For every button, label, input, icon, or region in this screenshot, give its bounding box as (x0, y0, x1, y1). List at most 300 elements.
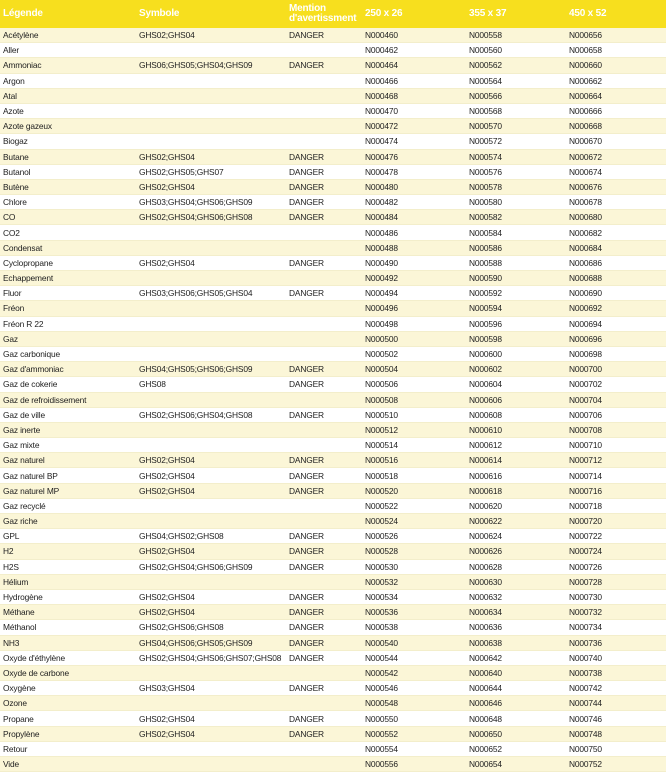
mention-cell (286, 134, 362, 149)
legende-cell: Azote gazeux (0, 119, 136, 134)
symbole-cell (136, 498, 286, 513)
ref-250-cell: N000544 (362, 650, 466, 665)
ref-250-cell: N000476 (362, 149, 466, 164)
ref-450-cell: N000742 (566, 681, 666, 696)
symbole-cell: GHS02;GHS06;GHS04;GHS08 (136, 407, 286, 422)
ref-355-cell: N000578 (466, 179, 566, 194)
mention-cell: DANGER (286, 681, 362, 696)
symbole-cell: GHS02;GHS04 (136, 726, 286, 741)
ref-355-cell: N000560 (466, 43, 566, 58)
table-row (0, 514, 666, 529)
ref-450-cell: N000752 (566, 757, 666, 772)
symbole-cell: GHS02;GHS04;GHS06;GHS07;GHS08 (136, 650, 286, 665)
ref-355-cell: N000650 (466, 726, 566, 741)
ref-450-cell: N000682 (566, 225, 666, 240)
legende-cell: Vide (0, 757, 136, 772)
symbole-cell: GHS02;GHS04 (136, 179, 286, 194)
ref-355-cell: N000574 (466, 149, 566, 164)
table-row (0, 316, 666, 331)
table-row (0, 58, 666, 73)
table-row (0, 73, 666, 88)
mention-cell (286, 301, 362, 316)
mention-cell (286, 696, 362, 711)
legende-cell: Gaz de cokerie (0, 377, 136, 392)
symbole-cell (136, 422, 286, 437)
table-row (0, 468, 666, 483)
legende-cell: Ozone (0, 696, 136, 711)
mention-cell (286, 103, 362, 118)
ref-450-cell: N000714 (566, 468, 666, 483)
mention-cell: DANGER (286, 711, 362, 726)
legende-cell: GPL (0, 529, 136, 544)
ref-250-cell: N000528 (362, 544, 466, 559)
legende-cell: Atal (0, 88, 136, 103)
symbole-cell (136, 757, 286, 772)
mention-cell (286, 225, 362, 240)
ref-450-cell: N000678 (566, 195, 666, 210)
legende-cell: Ammoniac (0, 58, 136, 73)
ref-450-cell: N000726 (566, 559, 666, 574)
mention-cell: DANGER (286, 407, 362, 422)
table-row (0, 635, 666, 650)
symbole-cell: GHS02;GHS04 (136, 28, 286, 43)
legende-cell: Biogaz (0, 134, 136, 149)
mention-cell (286, 665, 362, 680)
ref-250-cell: N000482 (362, 195, 466, 210)
ref-450-cell: N000674 (566, 164, 666, 179)
ref-250-cell: N000554 (362, 741, 466, 756)
ref-355-cell: N000646 (466, 696, 566, 711)
legende-cell: Argon (0, 73, 136, 88)
mention-cell: DANGER (286, 589, 362, 604)
ref-250-cell: N000556 (362, 757, 466, 772)
mention-cell: DANGER (286, 635, 362, 650)
symbole-cell: GHS02;GHS04 (136, 468, 286, 483)
symbole-cell (136, 514, 286, 529)
symbole-cell: GHS08 (136, 377, 286, 392)
ref-450-cell: N000658 (566, 43, 666, 58)
mention-cell: DANGER (286, 149, 362, 164)
ref-450-cell: N000736 (566, 635, 666, 650)
table-row (0, 362, 666, 377)
table-row (0, 589, 666, 604)
ref-450-cell: N000656 (566, 28, 666, 43)
mention-cell (286, 43, 362, 58)
symbole-cell (136, 665, 286, 680)
ref-450-cell: N000732 (566, 605, 666, 620)
mention-cell (286, 88, 362, 103)
legende-cell: Fluor (0, 286, 136, 301)
legende-cell: Hydrogène (0, 589, 136, 604)
legende-cell: Oxyde de carbone (0, 665, 136, 680)
symbole-cell (136, 88, 286, 103)
legende-cell: Cyclopropane (0, 255, 136, 270)
table-row (0, 438, 666, 453)
legende-cell: Fréon (0, 301, 136, 316)
ref-250-cell: N000510 (362, 407, 466, 422)
symbole-cell: GHS04;GHS06;GHS05;GHS09 (136, 635, 286, 650)
ref-250-cell: N000550 (362, 711, 466, 726)
mention-cell (286, 240, 362, 255)
ref-250-cell: N000470 (362, 103, 466, 118)
ref-450-cell: N000746 (566, 711, 666, 726)
symbole-cell: GHS02;GHS06;GHS08 (136, 620, 286, 635)
table-row (0, 331, 666, 346)
legende-cell: Propane (0, 711, 136, 726)
table-row (0, 286, 666, 301)
symbole-cell: GHS02;GHS04 (136, 483, 286, 498)
ref-355-cell: N000630 (466, 574, 566, 589)
legende-cell: Gaz riche (0, 514, 136, 529)
ref-355-cell: N000584 (466, 225, 566, 240)
ref-450-cell: N000704 (566, 392, 666, 407)
table-row (0, 225, 666, 240)
ref-355-cell: N000616 (466, 468, 566, 483)
symbole-cell (136, 438, 286, 453)
legende-cell: Gaz de ville (0, 407, 136, 422)
legende-cell: Gaz naturel (0, 453, 136, 468)
symbole-cell (136, 696, 286, 711)
legende-cell: Chlore (0, 195, 136, 210)
legende-cell: Echappement (0, 271, 136, 286)
ref-250-cell: N000516 (362, 453, 466, 468)
ref-250-cell: N000478 (362, 164, 466, 179)
mention-cell: DANGER (286, 362, 362, 377)
ref-450-cell: N000660 (566, 58, 666, 73)
symbole-cell (136, 225, 286, 240)
ref-450-cell: N000684 (566, 240, 666, 255)
table-row (0, 301, 666, 316)
ref-355-cell: N000590 (466, 271, 566, 286)
ref-450-cell: N000716 (566, 483, 666, 498)
table-row (0, 498, 666, 513)
symbole-cell (136, 331, 286, 346)
table-row (0, 544, 666, 559)
table-row (0, 103, 666, 118)
ref-450-cell: N000750 (566, 741, 666, 756)
legende-cell: Gaz inerte (0, 422, 136, 437)
ref-355-cell: N000654 (466, 757, 566, 772)
mention-cell (286, 316, 362, 331)
ref-450-cell: N000686 (566, 255, 666, 270)
ref-250-cell: N000506 (362, 377, 466, 392)
ref-355-cell: N000586 (466, 240, 566, 255)
table-row (0, 195, 666, 210)
header-row (0, 0, 666, 28)
mention-cell (286, 271, 362, 286)
legende-cell: H2S (0, 559, 136, 574)
legende-cell: Gaz (0, 331, 136, 346)
ref-250-cell: N000502 (362, 346, 466, 361)
mention-cell: DANGER (286, 605, 362, 620)
ref-355-cell: N000564 (466, 73, 566, 88)
ref-250-cell: N000464 (362, 58, 466, 73)
ref-450-cell: N000722 (566, 529, 666, 544)
ref-355-cell: N000596 (466, 316, 566, 331)
ref-355-cell: N000618 (466, 483, 566, 498)
mention-cell: DANGER (286, 453, 362, 468)
ref-355-cell: N000610 (466, 422, 566, 437)
ref-250-cell: N000524 (362, 514, 466, 529)
legende-cell: Méthanol (0, 620, 136, 635)
table-row (0, 650, 666, 665)
ref-250-cell: N000474 (362, 134, 466, 149)
mention-cell: DANGER (286, 620, 362, 635)
ref-450-cell: N000664 (566, 88, 666, 103)
table-row (0, 757, 666, 772)
mention-cell: DANGER (286, 28, 362, 43)
legende-cell: CO2 (0, 225, 136, 240)
table-row (0, 210, 666, 225)
ref-450-cell: N000724 (566, 544, 666, 559)
legende-cell: Gaz naturel MP (0, 483, 136, 498)
symbole-cell: GHS02;GHS05;GHS07 (136, 164, 286, 179)
table-row (0, 43, 666, 58)
ref-250-cell: N000462 (362, 43, 466, 58)
table-row (0, 711, 666, 726)
legende-cell: Butène (0, 179, 136, 194)
table-row (0, 240, 666, 255)
ref-450-cell: N000696 (566, 331, 666, 346)
table-row (0, 164, 666, 179)
ref-450-cell: N000748 (566, 726, 666, 741)
ref-250-cell: N000508 (362, 392, 466, 407)
mention-cell: DANGER (286, 483, 362, 498)
legende-cell: Acétylène (0, 28, 136, 43)
symbole-cell: GHS03;GHS06;GHS05;GHS04 (136, 286, 286, 301)
table-row (0, 149, 666, 164)
table-row (0, 392, 666, 407)
ref-355-cell: N000620 (466, 498, 566, 513)
mention-cell (286, 346, 362, 361)
ref-250-cell: N000494 (362, 286, 466, 301)
legende-cell: Oxygène (0, 681, 136, 696)
table-row (0, 179, 666, 194)
ref-355-cell: N000634 (466, 605, 566, 620)
ref-355-cell: N000598 (466, 331, 566, 346)
ref-355-cell: N000558 (466, 28, 566, 43)
mention-cell (286, 438, 362, 453)
symbole-cell (136, 43, 286, 58)
header-size-450: 450 x 52 (566, 0, 666, 28)
mention-cell: DANGER (286, 544, 362, 559)
symbole-cell: GHS04;GHS05;GHS06;GHS09 (136, 362, 286, 377)
table-row (0, 620, 666, 635)
mention-cell: DANGER (286, 559, 362, 574)
symbole-cell (136, 316, 286, 331)
ref-250-cell: N000496 (362, 301, 466, 316)
symbole-cell: GHS04;GHS02;GHS08 (136, 529, 286, 544)
mention-cell: DANGER (286, 195, 362, 210)
mention-cell: DANGER (286, 377, 362, 392)
ref-355-cell: N000628 (466, 559, 566, 574)
ref-250-cell: N000518 (362, 468, 466, 483)
mention-cell: DANGER (286, 529, 362, 544)
ref-450-cell: N000738 (566, 665, 666, 680)
table-row (0, 559, 666, 574)
symbole-cell: GHS02;GHS04 (136, 711, 286, 726)
legende-cell: NH3 (0, 635, 136, 650)
ref-250-cell: N000552 (362, 726, 466, 741)
ref-355-cell: N000600 (466, 346, 566, 361)
ref-250-cell: N000520 (362, 483, 466, 498)
ref-355-cell: N000582 (466, 210, 566, 225)
table-row (0, 483, 666, 498)
ref-355-cell: N000640 (466, 665, 566, 680)
mention-cell (286, 119, 362, 134)
ref-355-cell: N000588 (466, 255, 566, 270)
mention-cell: DANGER (286, 255, 362, 270)
ref-355-cell: N000632 (466, 589, 566, 604)
ref-450-cell: N000668 (566, 119, 666, 134)
mention-cell: DANGER (286, 286, 362, 301)
symbole-cell: GHS02;GHS04 (136, 589, 286, 604)
mention-cell: DANGER (286, 726, 362, 741)
ref-450-cell: N000702 (566, 377, 666, 392)
header-size-355: 355 x 37 (466, 0, 566, 28)
ref-450-cell: N000666 (566, 103, 666, 118)
ref-250-cell: N000548 (362, 696, 466, 711)
legende-cell: Gaz naturel BP (0, 468, 136, 483)
legende-cell: Gaz d'ammoniac (0, 362, 136, 377)
legende-cell: Méthane (0, 605, 136, 620)
ref-250-cell: N000466 (362, 73, 466, 88)
legende-cell: Gaz recyclé (0, 498, 136, 513)
ref-250-cell: N000530 (362, 559, 466, 574)
ref-450-cell: N000712 (566, 453, 666, 468)
ref-450-cell: N000718 (566, 498, 666, 513)
ref-355-cell: N000570 (466, 119, 566, 134)
header-mention: Mention d'avertissment (286, 0, 362, 28)
symbole-cell: GHS02;GHS04;GHS06;GHS09 (136, 559, 286, 574)
legende-cell: Fréon R 22 (0, 316, 136, 331)
symbole-cell (136, 271, 286, 286)
symbole-cell (136, 301, 286, 316)
ref-250-cell: N000512 (362, 422, 466, 437)
symbole-cell (136, 119, 286, 134)
legende-cell: Gaz carbonique (0, 346, 136, 361)
ref-355-cell: N000626 (466, 544, 566, 559)
ref-450-cell: N000698 (566, 346, 666, 361)
mention-cell: DANGER (286, 468, 362, 483)
ref-450-cell: N000690 (566, 286, 666, 301)
ref-250-cell: N000538 (362, 620, 466, 635)
ref-450-cell: N000676 (566, 179, 666, 194)
ref-450-cell: N000692 (566, 301, 666, 316)
ref-250-cell: N000486 (362, 225, 466, 240)
table-row (0, 134, 666, 149)
table-row (0, 453, 666, 468)
legende-cell: Gaz de refroidissement (0, 392, 136, 407)
symbole-cell (136, 240, 286, 255)
ref-355-cell: N000642 (466, 650, 566, 665)
legende-cell: Azote (0, 103, 136, 118)
ref-250-cell: N000498 (362, 316, 466, 331)
ref-450-cell: N000694 (566, 316, 666, 331)
mention-cell: DANGER (286, 164, 362, 179)
table-row (0, 696, 666, 711)
symbole-cell (136, 574, 286, 589)
ref-250-cell: N000540 (362, 635, 466, 650)
ref-250-cell: N000460 (362, 28, 466, 43)
mention-cell (286, 757, 362, 772)
ref-450-cell: N000670 (566, 134, 666, 149)
ref-250-cell: N000536 (362, 605, 466, 620)
ref-450-cell: N000734 (566, 620, 666, 635)
symbole-cell: GHS02;GHS04 (136, 255, 286, 270)
ref-450-cell: N000688 (566, 271, 666, 286)
symbole-cell (136, 103, 286, 118)
ref-250-cell: N000534 (362, 589, 466, 604)
legende-cell: Oxyde d'éthylène (0, 650, 136, 665)
table-row (0, 726, 666, 741)
table-row (0, 681, 666, 696)
symbole-cell (136, 346, 286, 361)
legende-cell: Butanol (0, 164, 136, 179)
ref-355-cell: N000568 (466, 103, 566, 118)
symbole-cell: GHS02;GHS04 (136, 605, 286, 620)
ref-355-cell: N000592 (466, 286, 566, 301)
legende-cell: H2 (0, 544, 136, 559)
header-legende: Légende (0, 0, 136, 28)
ref-355-cell: N000624 (466, 529, 566, 544)
symbole-cell: GHS03;GHS04;GHS06;GHS09 (136, 195, 286, 210)
table-row (0, 605, 666, 620)
legende-cell: CO (0, 210, 136, 225)
legende-cell: Hélium (0, 574, 136, 589)
ref-250-cell: N000500 (362, 331, 466, 346)
ref-355-cell: N000648 (466, 711, 566, 726)
ref-250-cell: N000504 (362, 362, 466, 377)
ref-250-cell: N000468 (362, 88, 466, 103)
ref-355-cell: N000594 (466, 301, 566, 316)
ref-250-cell: N000488 (362, 240, 466, 255)
ref-450-cell: N000728 (566, 574, 666, 589)
ref-355-cell: N000608 (466, 407, 566, 422)
ref-250-cell: N000526 (362, 529, 466, 544)
table-row (0, 574, 666, 589)
legende-cell: Butane (0, 149, 136, 164)
symbole-cell (136, 392, 286, 407)
table-row (0, 529, 666, 544)
symbole-cell: GHS03;GHS04 (136, 681, 286, 696)
symbole-cell (136, 741, 286, 756)
ref-450-cell: N000740 (566, 650, 666, 665)
ref-450-cell: N000708 (566, 422, 666, 437)
ref-250-cell: N000522 (362, 498, 466, 513)
ref-450-cell: N000680 (566, 210, 666, 225)
ref-250-cell: N000480 (362, 179, 466, 194)
symbole-cell: GHS02;GHS04 (136, 544, 286, 559)
table-row (0, 255, 666, 270)
table-row (0, 741, 666, 756)
table-row (0, 407, 666, 422)
symbole-cell (136, 134, 286, 149)
ref-355-cell: N000604 (466, 377, 566, 392)
ref-355-cell: N000566 (466, 88, 566, 103)
ref-250-cell: N000546 (362, 681, 466, 696)
ref-250-cell: N000484 (362, 210, 466, 225)
legende-cell: Condensat (0, 240, 136, 255)
ref-450-cell: N000662 (566, 73, 666, 88)
symbole-cell (136, 73, 286, 88)
ref-250-cell: N000514 (362, 438, 466, 453)
ref-250-cell: N000542 (362, 665, 466, 680)
ref-355-cell: N000652 (466, 741, 566, 756)
ref-450-cell: N000700 (566, 362, 666, 377)
mention-cell (286, 331, 362, 346)
ref-250-cell: N000472 (362, 119, 466, 134)
